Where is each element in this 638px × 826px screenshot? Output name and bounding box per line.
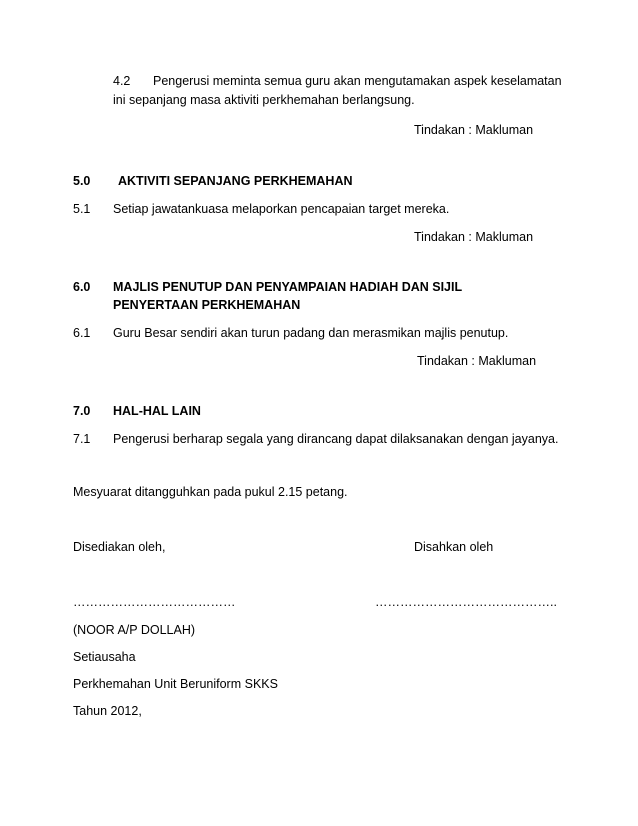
item-7-1-text: Pengerusi berharap segala yang dirancang dapat dilaksanakan dengan jayanya. xyxy=(113,432,559,446)
section-6-title-line1: MAJLIS PENUTUP DAN PENYAMPAIAN HADIAH DAN SIJIL xyxy=(113,280,463,294)
item-4-2-text-line2: ini sepanjang masa aktiviti perkhemahan berlangsung. xyxy=(113,93,415,107)
item-4-2-action: Tindakan : Makluman xyxy=(414,123,534,137)
section-5-number: 5.0 xyxy=(73,174,91,188)
section-6-number: 6.0 xyxy=(73,280,91,294)
item-7-1-number: 7.1 xyxy=(73,432,91,446)
item-5-1-number: 5.1 xyxy=(73,202,91,216)
adjournment-text: Mesyuarat ditangguhkan pada pukul 2.15 petang. xyxy=(73,485,348,499)
signature-line-right: …………………………………….. xyxy=(375,595,557,609)
item-5-1-text: Setiap jawatankuasa melaporkan pencapaian target mereka. xyxy=(113,202,450,216)
secretary-role: Setiausaha xyxy=(73,650,136,664)
year-text: Tahun 2012, xyxy=(73,704,142,718)
approved-by-label: Disahkan oleh xyxy=(414,540,494,554)
item-5-1-action: Tindakan : Makluman xyxy=(414,230,534,244)
prepared-by-label: Disediakan oleh, xyxy=(73,540,166,554)
item-4-2-number: 4.2 xyxy=(113,74,131,88)
section-7-number: 7.0 xyxy=(73,404,91,418)
signature-line-left: ………………………………… xyxy=(73,595,236,609)
item-4-2-text-line1: Pengerusi meminta semua guru akan mengutamakan aspek keselamatan xyxy=(153,74,562,88)
item-6-1-action: Tindakan : Makluman xyxy=(417,354,537,368)
organization-name: Perkhemahan Unit Beruniform SKKS xyxy=(73,677,278,691)
item-6-1-number: 6.1 xyxy=(73,326,91,340)
secretary-name: (NOOR A/P DOLLAH) xyxy=(73,623,196,637)
section-7-title: HAL-HAL LAIN xyxy=(113,404,201,418)
section-6-title-line2: PENYERTAAN PERKHEMAHAN xyxy=(113,298,301,312)
section-5-title: AKTIVITI SEPANJANG PERKHEMAHAN xyxy=(118,174,353,188)
item-6-1-text: Guru Besar sendiri akan turun padang dan merasmikan majlis penutup. xyxy=(113,326,509,340)
